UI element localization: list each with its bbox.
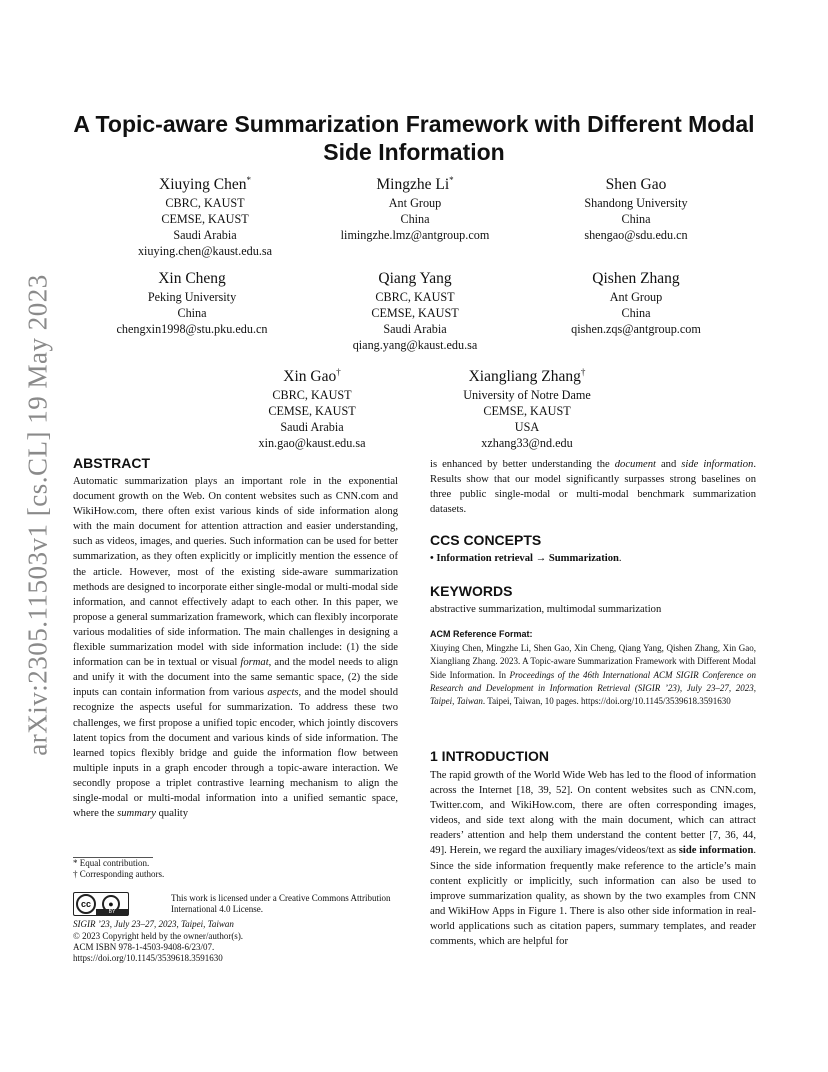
introduction-heading: 1 INTRODUCTION: [430, 748, 549, 764]
author-country: China: [621, 306, 651, 321]
author-email[interactable]: qishen.zqs@antgroup.com: [571, 322, 701, 337]
author-block: [530, 170, 742, 243]
author-block: [530, 264, 742, 337]
ccs-tail: .: [618, 553, 622, 564]
license-text: This work is licensed under a Creative Commons Attribution International 4.0 License.: [171, 893, 391, 914]
author-name: Qishen Zhang: [592, 270, 680, 288]
author-affiliation: CBRC, KAUST: [272, 388, 352, 403]
author-name: Xiangliang Zhang: [468, 368, 581, 386]
author-country: Saudi Arabia: [173, 228, 237, 243]
ccs-concept-item: • Information retrieval → Summarization: [430, 553, 619, 564]
abstract-text-part: , and the model should recognize the aspects useful for summarization. To address these two challenges, we first propose a unified topic encoder, which jointly discovers latent topics from the document and various kinds of side information. The learned topics flexibly bridge and guide the information flow between multiple inputs in a graph encoder through a topic-aware interaction. We secondly propose a triplet contrastive learning mechanism to align the single-modal or multi-modal information into a unified semantic space, where the: [73, 687, 398, 820]
author-mark: *: [246, 175, 251, 185]
intro-text-part: . Since the side information frequently make reference to the article’s main content explicitly or implicitly, such information can also be used to improve summarization quality, as shown by the two examples from CNN and WikiHow Apps in Figure 1. There is also other side information in real-world applications such as citation papers, summary templates, and reader comments, which are helpful for: [430, 845, 756, 948]
footnote-equal: * Equal contribution.: [73, 858, 150, 868]
author-email[interactable]: limingzhe.lmz@antgroup.com: [340, 228, 490, 243]
copyright-line: © 2023 Copyright held by the owner/author(s).: [73, 931, 244, 941]
author-affiliation: CBRC, KAUST: [375, 290, 455, 305]
author-block: [100, 170, 310, 259]
acm-reference-text: [430, 642, 756, 708]
author-affiliation: Ant Group: [609, 290, 663, 305]
abstract-text: [73, 474, 398, 821]
paper-title: A Topic-aware Summarization Framework with Different Modal Side Information: [73, 111, 755, 165]
abstract-text-part: and: [655, 459, 682, 470]
by-label: BY: [96, 909, 128, 916]
author-affiliation: CEMSE, KAUST: [371, 306, 459, 321]
abstract-text-part: quality: [155, 808, 189, 820]
abstract-emphasis: summary: [117, 808, 156, 820]
author-country: USA: [514, 420, 540, 435]
conference-line: SIGIR ’23, July 23–27, 2023, Taipei, Taiwan: [73, 919, 234, 929]
introduction-text: [430, 768, 756, 949]
author-mark: *: [449, 175, 454, 185]
author-country: China: [177, 306, 207, 321]
author-block: [86, 264, 298, 337]
abstract-continuation: [430, 457, 756, 517]
abstract-heading: ABSTRACT: [73, 455, 150, 471]
author-email[interactable]: shengao@sdu.edu.cn: [584, 228, 688, 243]
author-block: [422, 362, 632, 451]
author-country: China: [621, 212, 651, 227]
author-name: Xin Cheng: [158, 270, 226, 288]
author-block: [310, 264, 520, 353]
reference-venue: Proceedings of the 46th International ACM SIGIR Conference on Research and Development in Information Retrieval (SIGIR ’23), July 23–27, 2023, Taipei, Taiwan: [430, 669, 756, 707]
author-affiliation: Ant Group: [388, 196, 442, 211]
reference-part: Xiuying Chen, Mingzhe Li, Shen Gao, Xin Cheng, Qiang Yang, Qishen Zhang, Xin Gao, Xiangliang Zhang. 2023. A Topic-aware Summarization Framework with Different Modal Side Information. In: [430, 643, 756, 680]
isbn-line: ACM ISBN 978-1-4503-9408-6/23/07.: [73, 942, 215, 952]
abstract-emphasis: side information: [681, 459, 754, 470]
doi-link[interactable]: https://doi.org/10.1145/3539618.3591630: [73, 953, 223, 963]
abstract-text-part: , and the model needs to align and unify it with the document into the same semantic space, (2) the side inputs can contain information from various: [73, 657, 398, 699]
cc-by-license-logo[interactable]: [73, 892, 129, 916]
author-affiliation: CEMSE, KAUST: [161, 212, 249, 227]
author-affiliation: Peking University: [147, 290, 237, 305]
ccs-concepts: [430, 551, 756, 566]
keywords-heading: KEYWORDS: [430, 583, 513, 599]
abstract-text-part: is enhanced by better understanding the: [430, 459, 615, 470]
author-block: [212, 362, 412, 451]
author-affiliation: CEMSE, KAUST: [483, 404, 571, 419]
abstract-emphasis: format: [240, 657, 269, 669]
author-email[interactable]: xin.gao@kaust.edu.sa: [258, 436, 366, 451]
author-email[interactable]: xiuying.chen@kaust.edu.sa: [137, 244, 273, 259]
author-name: Qiang Yang: [378, 270, 452, 288]
ccs-heading: CCS CONCEPTS: [430, 532, 542, 548]
author-affiliation: CEMSE, KAUST: [268, 404, 356, 419]
author-affiliation: Shandong University: [584, 196, 688, 211]
author-block: [310, 170, 520, 243]
abstract-emphasis: document: [614, 459, 656, 470]
intro-bold-term: side information: [678, 845, 754, 857]
author-affiliation: CBRC, KAUST: [165, 196, 245, 211]
author-country: China: [400, 212, 430, 227]
arxiv-stamp-text: arXiv:2305.11503v1 [cs.CL] 19 May 2023: [22, 274, 53, 756]
author-name: Mingzhe Li: [376, 176, 450, 194]
reference-part: . Taipei, Taiwan, 10 pages. https://doi.org/10.1145/3539618.3591630: [482, 696, 731, 707]
abstract-text-part: Automatic summarization plays an important role in the exponential document growth on the Web. On content websites such as CNN.com and WikiHow.com, there often exist various kinds of side information along with the main document for attention attraction and easier understanding, such as videos, images, and queries. Such information can be used for better summarization, as they often explicitly or implicitly mention the essence of the article. However, most of the existing side-aware summarization methods are designed to incorporate either single-modal or multi-modal side information, and cannot effectively adapt to each other. In this paper, we propose a general summarization framework, which can flexibly incorporate various modalities of side information. The main challenges in designing a flexible summarization model with side information include: (1) the side information can be in textual or visual: [73, 476, 398, 669]
abstract-text-part: . Results show that our model significantly surpasses strong baselines on three public single-modal or multi-modal benchmark summarization datasets.: [430, 459, 757, 516]
author-country: Saudi Arabia: [383, 322, 447, 337]
author-name: Xin Gao: [283, 368, 337, 386]
abstract-emphasis: aspects: [267, 687, 299, 699]
acm-reference-label: ACM Reference Format:: [430, 629, 533, 639]
author-name: Shen Gao: [605, 176, 667, 194]
author-name: Xiuying Chen: [159, 176, 247, 194]
creative-commons-icon: cc: [76, 894, 96, 914]
author-mark: †: [336, 367, 341, 377]
author-affiliation: University of Notre Dame: [463, 388, 591, 403]
author-email[interactable]: xzhang33@nd.edu: [481, 436, 573, 451]
author-country: Saudi Arabia: [280, 420, 344, 435]
footnote-corresponding: † Corresponding authors.: [73, 869, 165, 879]
keywords-text: abstractive summarization, multimodal summarization: [430, 604, 662, 615]
arxiv-stamp: [18, 274, 58, 756]
author-mark: †: [580, 367, 586, 377]
author-email[interactable]: qiang.yang@kaust.edu.sa: [352, 338, 478, 353]
attribution-person-icon: ●: [102, 895, 120, 913]
author-email[interactable]: chengxin1998@stu.pku.edu.cn: [116, 322, 268, 337]
intro-text-part: The rapid growth of the World Wide Web has led to the flood of information across the Internet [18, 39, 52]. On content websites such as CNN.com, Twitter.com, and WikiHow.com, there are often corresponding images, videos, and side text along with the main document, which can attract readers’ attention and help them understand the content better [7, 36, 44, 49]. Herein, we regard the auxiliary images/videos/text as: [430, 770, 756, 857]
